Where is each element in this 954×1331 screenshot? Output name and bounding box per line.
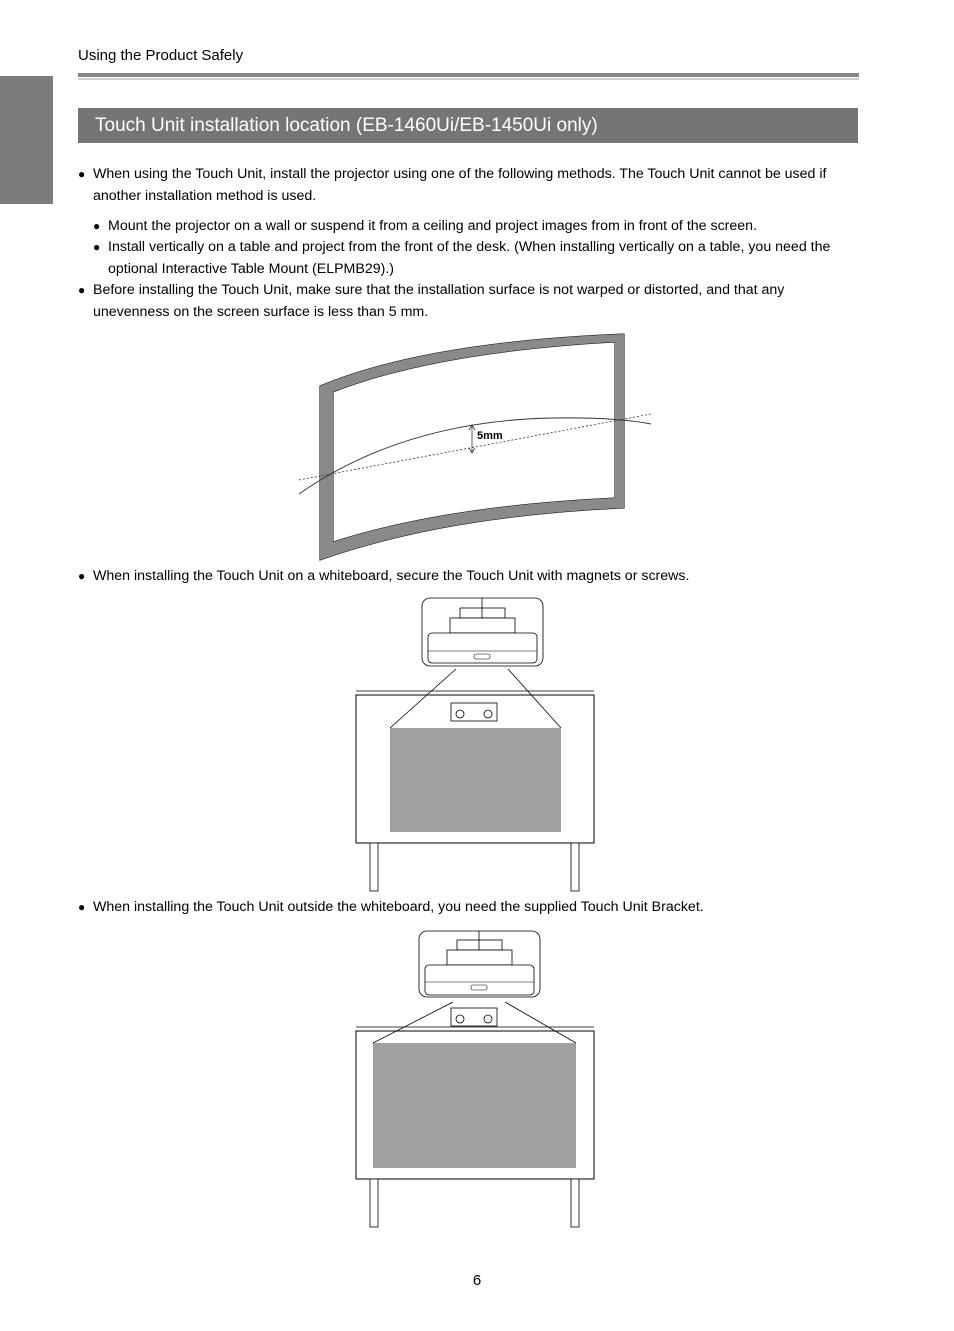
curved-screen-figure bbox=[295, 330, 660, 565]
page-number: 6 bbox=[472, 1272, 482, 1289]
bullet-marker: ● bbox=[78, 167, 86, 181]
bullet-text-2: Before installing the Touch Unit, make sure that the installation surface is not warped or distorted, and that any unevenness on the screen surface is less than 5 mm. bbox=[93, 282, 785, 320]
section-heading: Touch Unit installation location (EB-1460Ui/EB-1450Ui only) bbox=[78, 108, 858, 143]
header-rule bbox=[78, 73, 859, 77]
sub-bullet-text-1: Mount the projector on a wall or suspend it from a ceiling and project images from in front of the screen. bbox=[108, 218, 758, 234]
running-header: Using the Product Safely bbox=[78, 47, 244, 64]
bullet-marker: ● bbox=[78, 283, 86, 297]
sub-bullet-marker: ● bbox=[93, 240, 101, 254]
chapter-tab bbox=[0, 76, 53, 204]
bullet-marker: ● bbox=[78, 569, 86, 583]
header-rule-shadow bbox=[78, 78, 859, 80]
bullet-marker: ● bbox=[78, 900, 86, 914]
bullet-text-4: When installing the Touch Unit outside the whiteboard, you need the supplied Touch Unit Bracket. bbox=[93, 899, 704, 915]
whiteboard-touch-unit-figure bbox=[350, 596, 600, 896]
sub-bullet-marker: ● bbox=[93, 219, 101, 233]
sub-bullet-text-2: Install vertically on a table and project from the front of the desk. (When installing vertically on a table, you need the optional Interactive Table Mount (ELPMB29).) bbox=[108, 239, 831, 277]
dimension-label: 5mm bbox=[477, 430, 503, 442]
bullet-text-1: When using the Touch Unit, install the projector using one of the following methods. The Touch Unit cannot be used if another installation method is used. bbox=[93, 166, 827, 204]
bullet-text-3: When installing the Touch Unit on a whiteboard, secure the Touch Unit with magnets or screws. bbox=[93, 568, 690, 584]
external-touch-unit-figure bbox=[350, 928, 600, 1232]
